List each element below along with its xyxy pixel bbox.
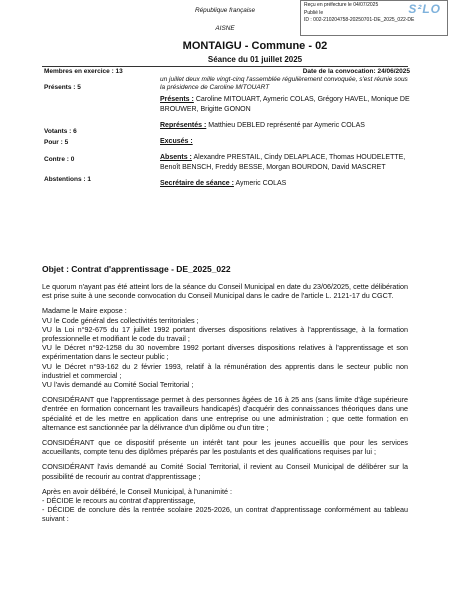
stamp-line-3: ID : 002-210204758-20250701-DE_2025_022-DE [304, 17, 415, 23]
stamp-line-1: Reçu en préfecture le 04/07/2025 [304, 2, 379, 8]
page-title: MONTAIGU - Commune - 02 [182, 40, 328, 52]
secretary-label: Secrétaire de séance : [160, 180, 234, 187]
republic-label: République française [194, 7, 256, 14]
represented-names: Matthieu DEBLED représenté par Aymeric COLAS [208, 122, 365, 129]
excused-members [160, 137, 410, 147]
considerant-2: CONSIDÉRANT que ce dispositif présente un intérêt tant pour les jeunes accueillis que pour les services accueillants, compte tenu des diplômes préparés par les postulants et des qualifications requises par lui ; [42, 438, 408, 457]
abstentions-count: Abstentions : 1 [44, 176, 91, 183]
absent-members [160, 153, 410, 173]
expose-line: VU le Décret n°93-162 du 2 février 1993, relatif à la rémunération des apprentis dans le secteur public non industriel et commercial ; [42, 361, 408, 380]
expose-section [42, 306, 408, 389]
decision-line: - DÉCIDE de conclure dès la rentrée scolaire 2025-2026, un contrat d'apprentissage conformément au tableau suivant : [42, 505, 408, 524]
convocation-text: un juillet deux mille vingt-cinq l'assemblée régulièrement convoquée, s'est réunie sous la présidence de Caroline MITOUART [160, 76, 408, 91]
decision-line: Après en avoir délibéré, le Conseil Municipal, à l'unanimité : [42, 486, 232, 496]
decision-section [42, 487, 408, 524]
convocation-date: Date de la convocation: 24/06/2025 [302, 68, 410, 75]
expose-line: VU la Loi n°92-675 du 17 juillet 1992 portant diverses dispositions relatives à l'apprentissage, à la formation professionnelle et modifiant le code du travail ; [42, 324, 408, 344]
header-divider [42, 66, 408, 67]
attendance-block [160, 68, 410, 195]
absent-label: Absents : [160, 154, 192, 161]
decision-line: - DÉCIDE le recours au contrat d'apprentissage, [42, 496, 196, 506]
represented-label: Représentés : [160, 122, 207, 129]
prefecture-stamp [300, 0, 448, 36]
secretary-name: Aymeric COLAS [235, 180, 287, 187]
members-count: Membres en exercice : 13 [44, 68, 123, 75]
slo-logo: S²LO [408, 2, 441, 16]
absent-names: Alexandre PRESTAIL, Cindy DELAPLACE, Thomas HOUDELETTE, Benoît BENSCH, Freddy BESSE, Morgan BOURDON, David MASCRET [160, 154, 406, 171]
expose-line: VU le Code général des collectivités territoriales ; [42, 315, 199, 325]
considerant-3: CONSIDÉRANT l'avis demandé au Comité Social Territorial, il revient au Conseil Municipal de délibérer sur la possibilité de recourir au contrat d'apprentissage ; [42, 462, 408, 481]
present-count: Présents : 5 [44, 84, 81, 91]
expose-line: VU l'avis demandé au Comité Social Territorial ; [42, 380, 194, 390]
session-date: Séance du 01 juillet 2025 [207, 55, 303, 64]
quorum-paragraph: Le quorum n'ayant pas été atteint lors de la séance du Conseil Municipal en date du 23/06/2025, cette délibération est prise suite à une seconde convocation du Conseil Municipal dans le cadre de l'article L. 2121-17 du CGCT. [42, 282, 408, 301]
present-names: Caroline MITOUART, Aymeric COLAS, Grégory HAVEL, Monique DE BROUWER, Brigitte GONON [160, 96, 410, 113]
present-label: Présents : [160, 96, 194, 103]
represented-members [160, 121, 410, 131]
session-secretary [160, 179, 410, 189]
contre-count: Contre : 0 [44, 156, 75, 163]
deliberation-object: Objet : Contrat d'apprentissage - DE_2025_022 [42, 264, 231, 274]
expose-line: VU le Décret n°92-1258 du 30 novembre 1992 portant diverses dispositions relatives à l'apprentissage et son expérimentation dans le secteur public ; [42, 343, 408, 362]
votants-count: Votants : 6 [44, 128, 77, 135]
considerant-1: CONSIDÉRANT que l'apprentissage permet à des personnes âgées de 16 à 25 ans (sans limite d'âge supérieure d'entrée en formation concernant les travailleurs handicapés) d'acquérir des connaissances théoriques dans une spécialité et de les mettre en application dans une entreprise ou une administration ; que cette formation en alternance est sanctionnée par la délivrance d'un diplôme ou d'un titre ; [42, 395, 408, 432]
present-members [160, 95, 410, 115]
stamp-line-2: Publié le [304, 9, 324, 16]
pour-count: Pour : 5 [44, 139, 69, 146]
excused-label: Excusés : [160, 138, 193, 145]
deliberation-body [42, 282, 408, 530]
expose-line: Madame le Maire expose : [42, 306, 127, 316]
department-label: AISNE [215, 25, 235, 32]
header-left [150, 2, 300, 38]
